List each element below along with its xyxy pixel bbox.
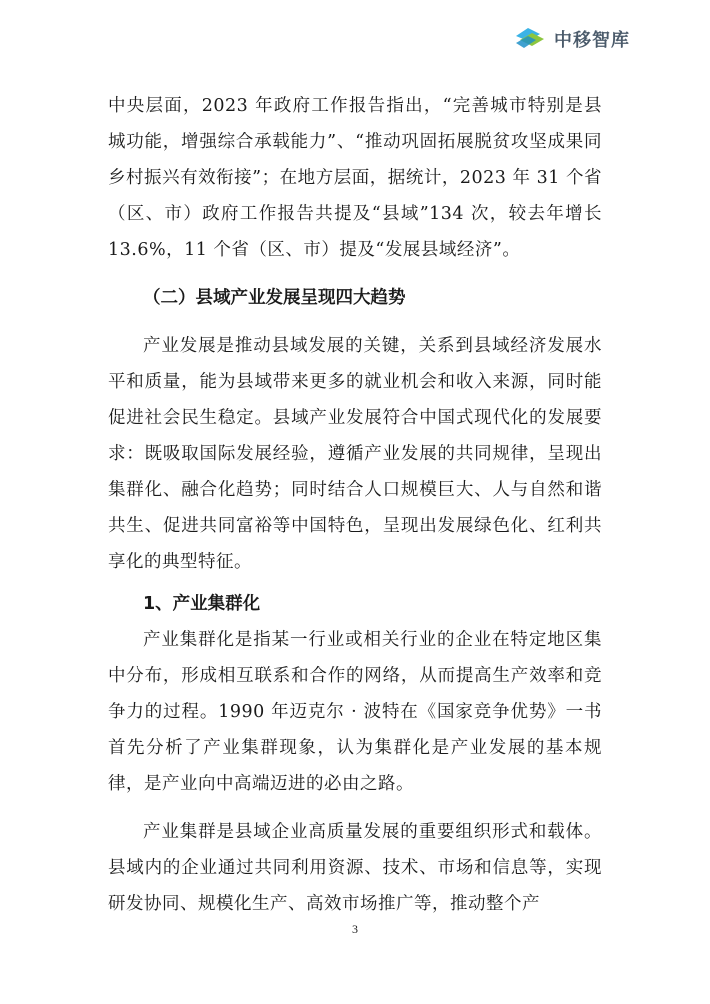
brand-logo bbox=[512, 24, 630, 54]
logo-icon bbox=[512, 24, 548, 54]
page-number: 3 bbox=[352, 922, 358, 936]
paragraph-1: 中央层面，2023 年政府工作报告指出，“完善城市特别是县城功能，增强综合承载能力”、“推动巩固拓展脱贫攻坚成果同乡村振兴有效衔接”；在地方层面，据统计，2023 年 31 个省（区、市）政府工作报告共提及“县域”134 次，较去年增长 13.6%，11 个省（区、市）提及“发展县域经济”。 bbox=[108, 96, 602, 260]
section-heading: （二）县域产业发展呈现四大趋势 bbox=[143, 288, 406, 308]
paragraph-4: 产业集群是县域企业高质量发展的重要组织形式和载体。县域内的企业通过共同利用资源、技术、市场和信息等，实现研发协同、规模化生产、高效市场推广等，推动整个产 bbox=[108, 822, 602, 914]
logo-text: 中移智库 bbox=[554, 30, 630, 51]
paragraph-3: 产业集群化是指某一行业或相关行业的企业在特定地区集中分布，形成相互联系和合作的网络，从而提高生产效率和竞争力的过程。1990 年迈克尔 · 波特在《国家竞争优势》一书首先分析了产业集群现象，认为集群化是产业发展的基本规律，是产业向中高端迈进的必由之路。 bbox=[108, 630, 602, 794]
paragraph-2: 产业发展是推动县域发展的关键，关系到县域经济发展水平和质量，能为县域带来更多的就业机会和收入来源，同时能促进社会民生稳定。县域产业发展符合中国式现代化的发展要求：既吸取国际发展经验，遵循产业发展的共同规律，呈现出集群化、融合化趋势；同时结合人口规模巨大、人与自然和谐共生、促进共同富裕等中国特色，呈现出发展绿色化、红利共享化的典型特征。 bbox=[108, 336, 602, 572]
subsection-heading: 1、产业集群化 bbox=[143, 594, 261, 614]
document-body bbox=[108, 88, 602, 922]
